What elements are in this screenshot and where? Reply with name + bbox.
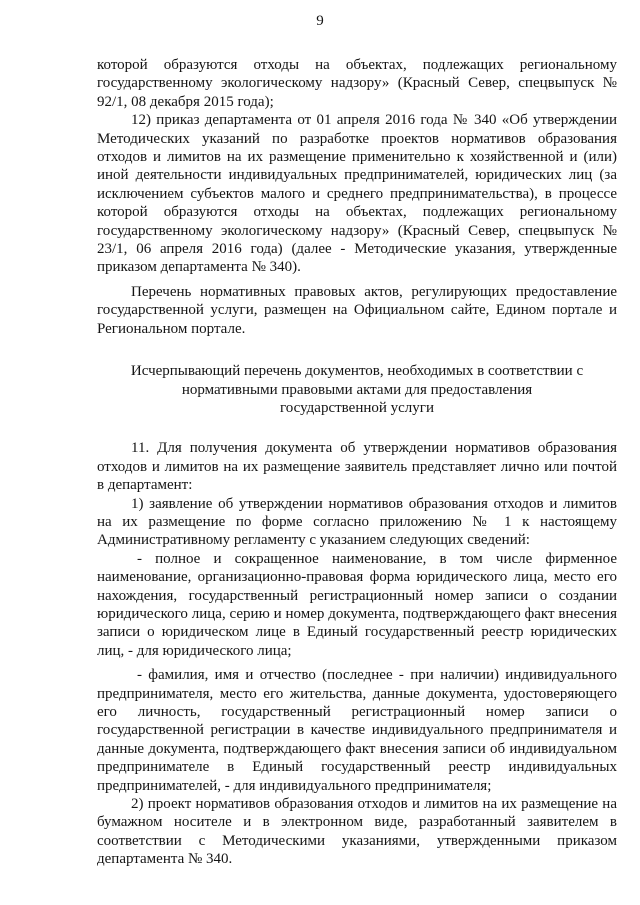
paragraph-legal-entity-details: - полное и сокращенное наименование, в том числе фирменное наименование, организационно-правовая форма юридического лица, место его нахождения, государственный регистрационный номер записи о создании юридического лица, серию и номер документа, подтверждающего факт внесения записи о юридическом лице в Единый государственный реестр юридических лиц, - для юридического лица; [97,550,617,659]
document-body [97,56,617,869]
section-heading-line-3: государственной услуги [280,399,434,416]
section-heading [105,362,609,417]
paragraph-subclause-2: 2) проект нормативов образования отходов и лимитов на их размещение на бумажном носителе и в электронном виде, разработанный заявителем в соответствии с Методическими указаниями, утвержденными приказом департамента № 340. [97,796,617,868]
paragraph-subclause-1: 1) заявление об утверждении нормативов образования отходов и лимитов на их размещение по форме согласно приложению № 1 к настоящему Административному регламенту с указанием следующих сведений: [97,495,617,549]
section-heading-line-1: Исчерпывающий перечень документов, необходимых в соответствии с [130,363,584,380]
paragraph-legal-acts-list: Перечень нормативных правовых актов, регулирующих предоставление государственной услуги, размещен на Официальном сайте, Едином портале и Региональном портале. [97,283,617,337]
paragraph-clause-11: 11. Для получения документа об утверждении нормативов образования отходов и лимитов на их размещение заявитель представляет лично или почтой в департамент: [97,440,617,494]
paragraph-entrepreneur-details: - фамилия, имя и отчество (последнее - при наличии) индивидуального предпринимателя, место его жительства, данные документа, удостоверяющего его личность, государственный регистрационный номер записи о государственной регистрации в качестве индивидуального предпринимателя и данные документа, подтверждающего факт внесения записи об индивидуальном предпринимателе в Единый государственный реестр индивидуальных предпринимателей, - для индивидуального предпринимателя; [97,667,617,794]
paragraph-continuation: которой образуются отходы на объектах, подлежащих региональному государственному экологическому надзору» (Красный Север, спецвыпуск № 92/1, 08 декабря 2015 года); [97,57,617,110]
section-heading-line-2: нормативными правовыми актами для предоставления [181,381,533,398]
page-number: 9 [316,13,324,29]
paragraph-item-12: 12) приказ департамента от 01 апреля 2016 года № 340 «Об утверждении Методических указаний по разработке проектов нормативов образования отходов и лимитов на их размещение применительно к хозяйственной и (или) иной деятельности индивидуальных предпринимателей, юридических лиц (за исключением субъектов малого и среднего предпринимательства), в процессе которой образуются отходы на объектах, подлежащих региональному государственному экологическому надзору» (Красный Север, спецвыпуск № 23/1, 06 апреля 2016 года) (далее - Методические указания, утвержденные приказом департамента № 340). [97,112,617,276]
